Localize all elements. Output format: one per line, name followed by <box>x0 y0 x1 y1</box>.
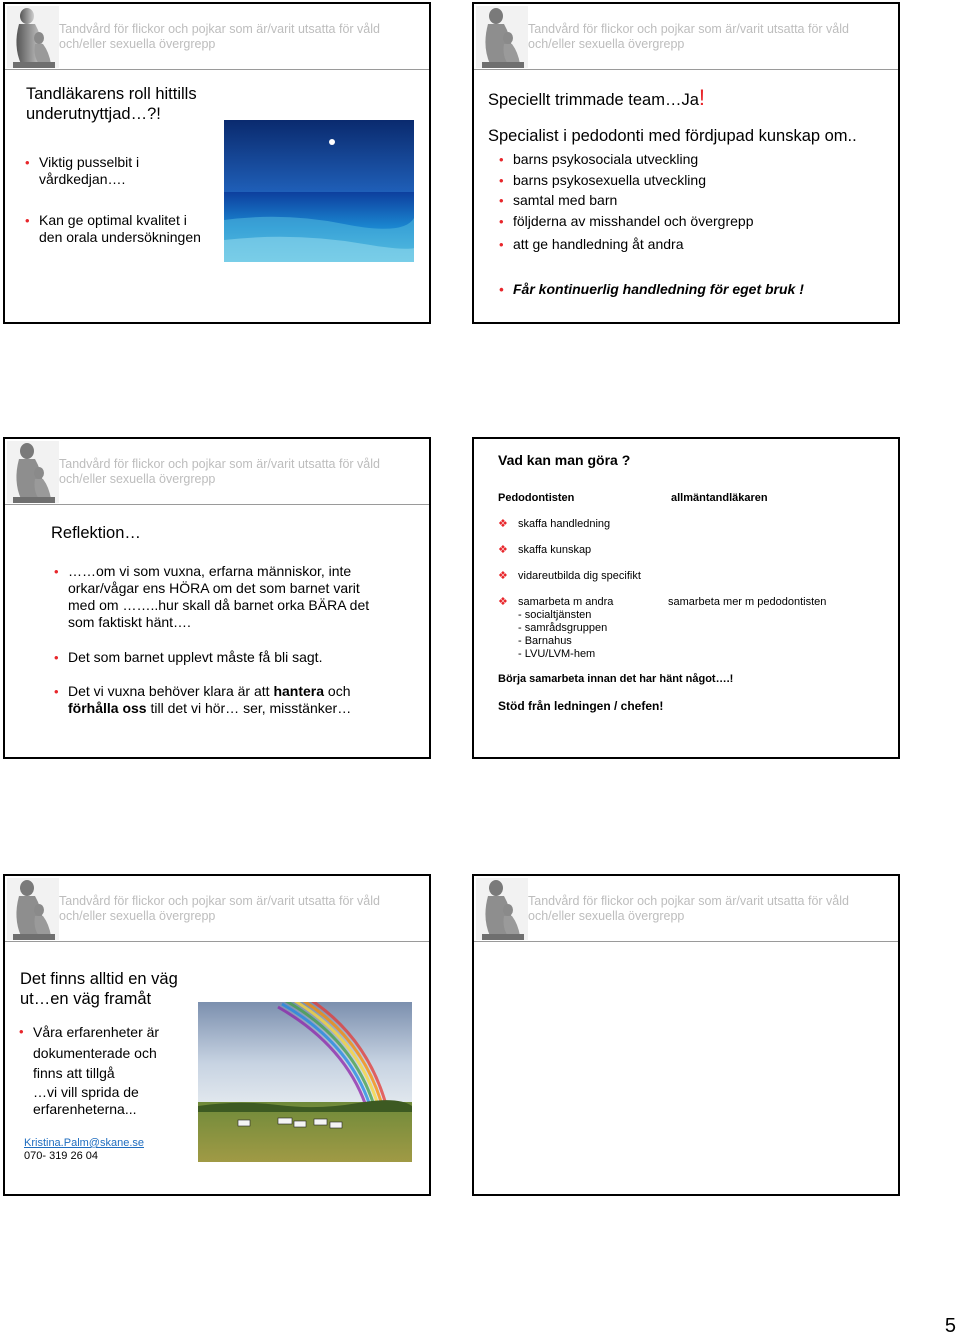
sub-item: - LVU/LVM-hem <box>518 648 596 660</box>
header-text <box>59 22 419 52</box>
list-item <box>498 596 614 609</box>
email-link[interactable]: Kristina.Palm@skane.se <box>24 1137 144 1149</box>
bullet-item: • följderna av misshandel och övergrepp <box>513 213 873 230</box>
bullet-item: • Våra erfarenheter är dokumenterade och finns att tillgå <box>33 1022 183 1084</box>
sculpture-logo-icon <box>7 878 59 940</box>
slide-6 <box>472 874 900 1196</box>
sculpture-logo-icon <box>7 441 59 503</box>
slide-subtitle: Specialist i pedodonti med fördjupad kunskap om.. <box>488 127 857 145</box>
slide-title <box>488 85 888 110</box>
header-text <box>59 894 419 924</box>
rainbow-savanna-image <box>198 1002 412 1162</box>
sculpture-logo-icon <box>476 878 528 940</box>
slide-title: Reflektion… <box>51 524 141 542</box>
header-line-1: Tandvård för flickor och pojkar som är/varit utsatta för våld <box>528 894 849 908</box>
text-run: och <box>324 683 351 699</box>
list-item-right: samarbeta mer m pedodontisten <box>668 596 827 608</box>
page-number: 5 <box>944 1315 956 1337</box>
header-text <box>528 22 888 52</box>
text-run: Det vi vuxna behöver klara är att <box>68 683 274 699</box>
sculpture-logo-icon <box>476 6 528 68</box>
list-item-text: skaffa kunskap <box>518 544 592 556</box>
bullet-item: • barns psykosociala utveckling <box>513 151 873 168</box>
slide-header <box>474 4 898 70</box>
slide-title: Vad kan man göra ? <box>498 452 631 468</box>
slide-header <box>5 4 429 70</box>
column-header-pedodontist: Pedodontisten <box>498 492 575 504</box>
bullet-item: • Det som barnet upplevt måste få bli sagt. <box>68 649 388 666</box>
bullet-item <box>68 683 388 717</box>
bullet-continuation: …vi vill sprida de erfarenheterna... <box>33 1084 139 1117</box>
sub-item: - socialtjänsten <box>518 609 592 621</box>
column-header-general-dentist: allmäntandläkaren <box>671 492 768 504</box>
diamond-bullet-icon: ❖ <box>498 544 508 556</box>
header-line-2: och/eller sexuella övergrepp <box>59 472 216 486</box>
slide-3 <box>3 437 431 759</box>
list-item-text: vidareutbilda dig specifikt <box>518 570 641 582</box>
bullet-item: • Kan ge optimal kvalitet i den orala undersökningen <box>39 212 209 246</box>
bullet-item: • Viktig pusselbit i vårdkedjan…. <box>39 154 189 188</box>
list-item <box>498 544 592 557</box>
header-line-2: och/eller sexuella övergrepp <box>59 37 216 51</box>
diamond-bullet-icon: ❖ <box>498 518 508 530</box>
text-run-bold: hantera <box>273 683 325 699</box>
header-line-1: Tandvård för flickor och pojkar som är/varit utsatta för våld <box>59 457 380 471</box>
ocean-moon-image <box>224 120 414 262</box>
header-line-1: Tandvård för flickor och pojkar som är/varit utsatta för våld <box>528 22 849 36</box>
slide-2 <box>472 2 900 324</box>
header-line-1: Tandvård för flickor och pojkar som är/varit utsatta för våld <box>59 894 380 908</box>
slide-4 <box>472 437 900 759</box>
list-item <box>498 570 641 583</box>
list-item-text: skaffa handledning <box>518 518 611 530</box>
bullet-item: • barns psykosexuella utveckling <box>513 172 873 189</box>
header-line-2: och/eller sexuella övergrepp <box>59 909 216 923</box>
footer-note: Börja samarbeta innan det har hänt något….! <box>498 673 734 685</box>
slide-header <box>5 876 429 942</box>
slide-header <box>474 876 898 942</box>
sub-item: - samrådsgruppen <box>518 622 608 634</box>
bullet-item: • ……om vi som vuxna, erfarna människor, inte orkar/vågar ens HÖRA om det som barnet varit med om ……..hur skall då barnet orka BÄRA det som faktiskt hänt…. <box>68 563 388 631</box>
list-item-text: samarbeta m andra <box>518 596 614 608</box>
text-run-bold: förhålla oss <box>68 700 147 716</box>
footer-note: Stöd från ledningen / chefen! <box>498 699 664 713</box>
text-run: till det vi hör… ser, misstänker… <box>146 700 352 716</box>
diamond-bullet-icon: ❖ <box>498 570 508 582</box>
bullet-item: • att ge handledning åt andra <box>513 236 873 253</box>
header-line-1: Tandvård för flickor och pojkar som är/varit utsatta för våld <box>59 22 380 36</box>
title-exclamation: ! <box>698 85 706 110</box>
slide-header <box>5 439 429 505</box>
sub-item: - Barnahus <box>518 635 572 647</box>
slide-title: Tandläkarens roll hittills underutnyttjad…?! <box>26 85 197 123</box>
bullet-item-highlight: • Får kontinuerlig handledning för eget bruk ! <box>513 281 873 298</box>
header-line-2: och/eller sexuella övergrepp <box>528 909 685 923</box>
header-line-2: och/eller sexuella övergrepp <box>528 37 685 51</box>
phone-number: 070- 319 26 04 <box>24 1150 99 1162</box>
slide-5 <box>3 874 431 1196</box>
slide-title: Det finns alltid en väg ut…en väg framåt <box>20 970 178 1008</box>
sculpture-logo-icon <box>7 6 59 68</box>
header-text <box>59 457 419 487</box>
bullet-item: • samtal med barn <box>513 192 873 209</box>
header-text <box>528 894 888 924</box>
list-item <box>498 518 611 531</box>
slide-1 <box>3 2 431 324</box>
diamond-bullet-icon: ❖ <box>498 596 508 608</box>
slide-title-text: Speciellt trimmade team…Ja <box>488 91 699 109</box>
